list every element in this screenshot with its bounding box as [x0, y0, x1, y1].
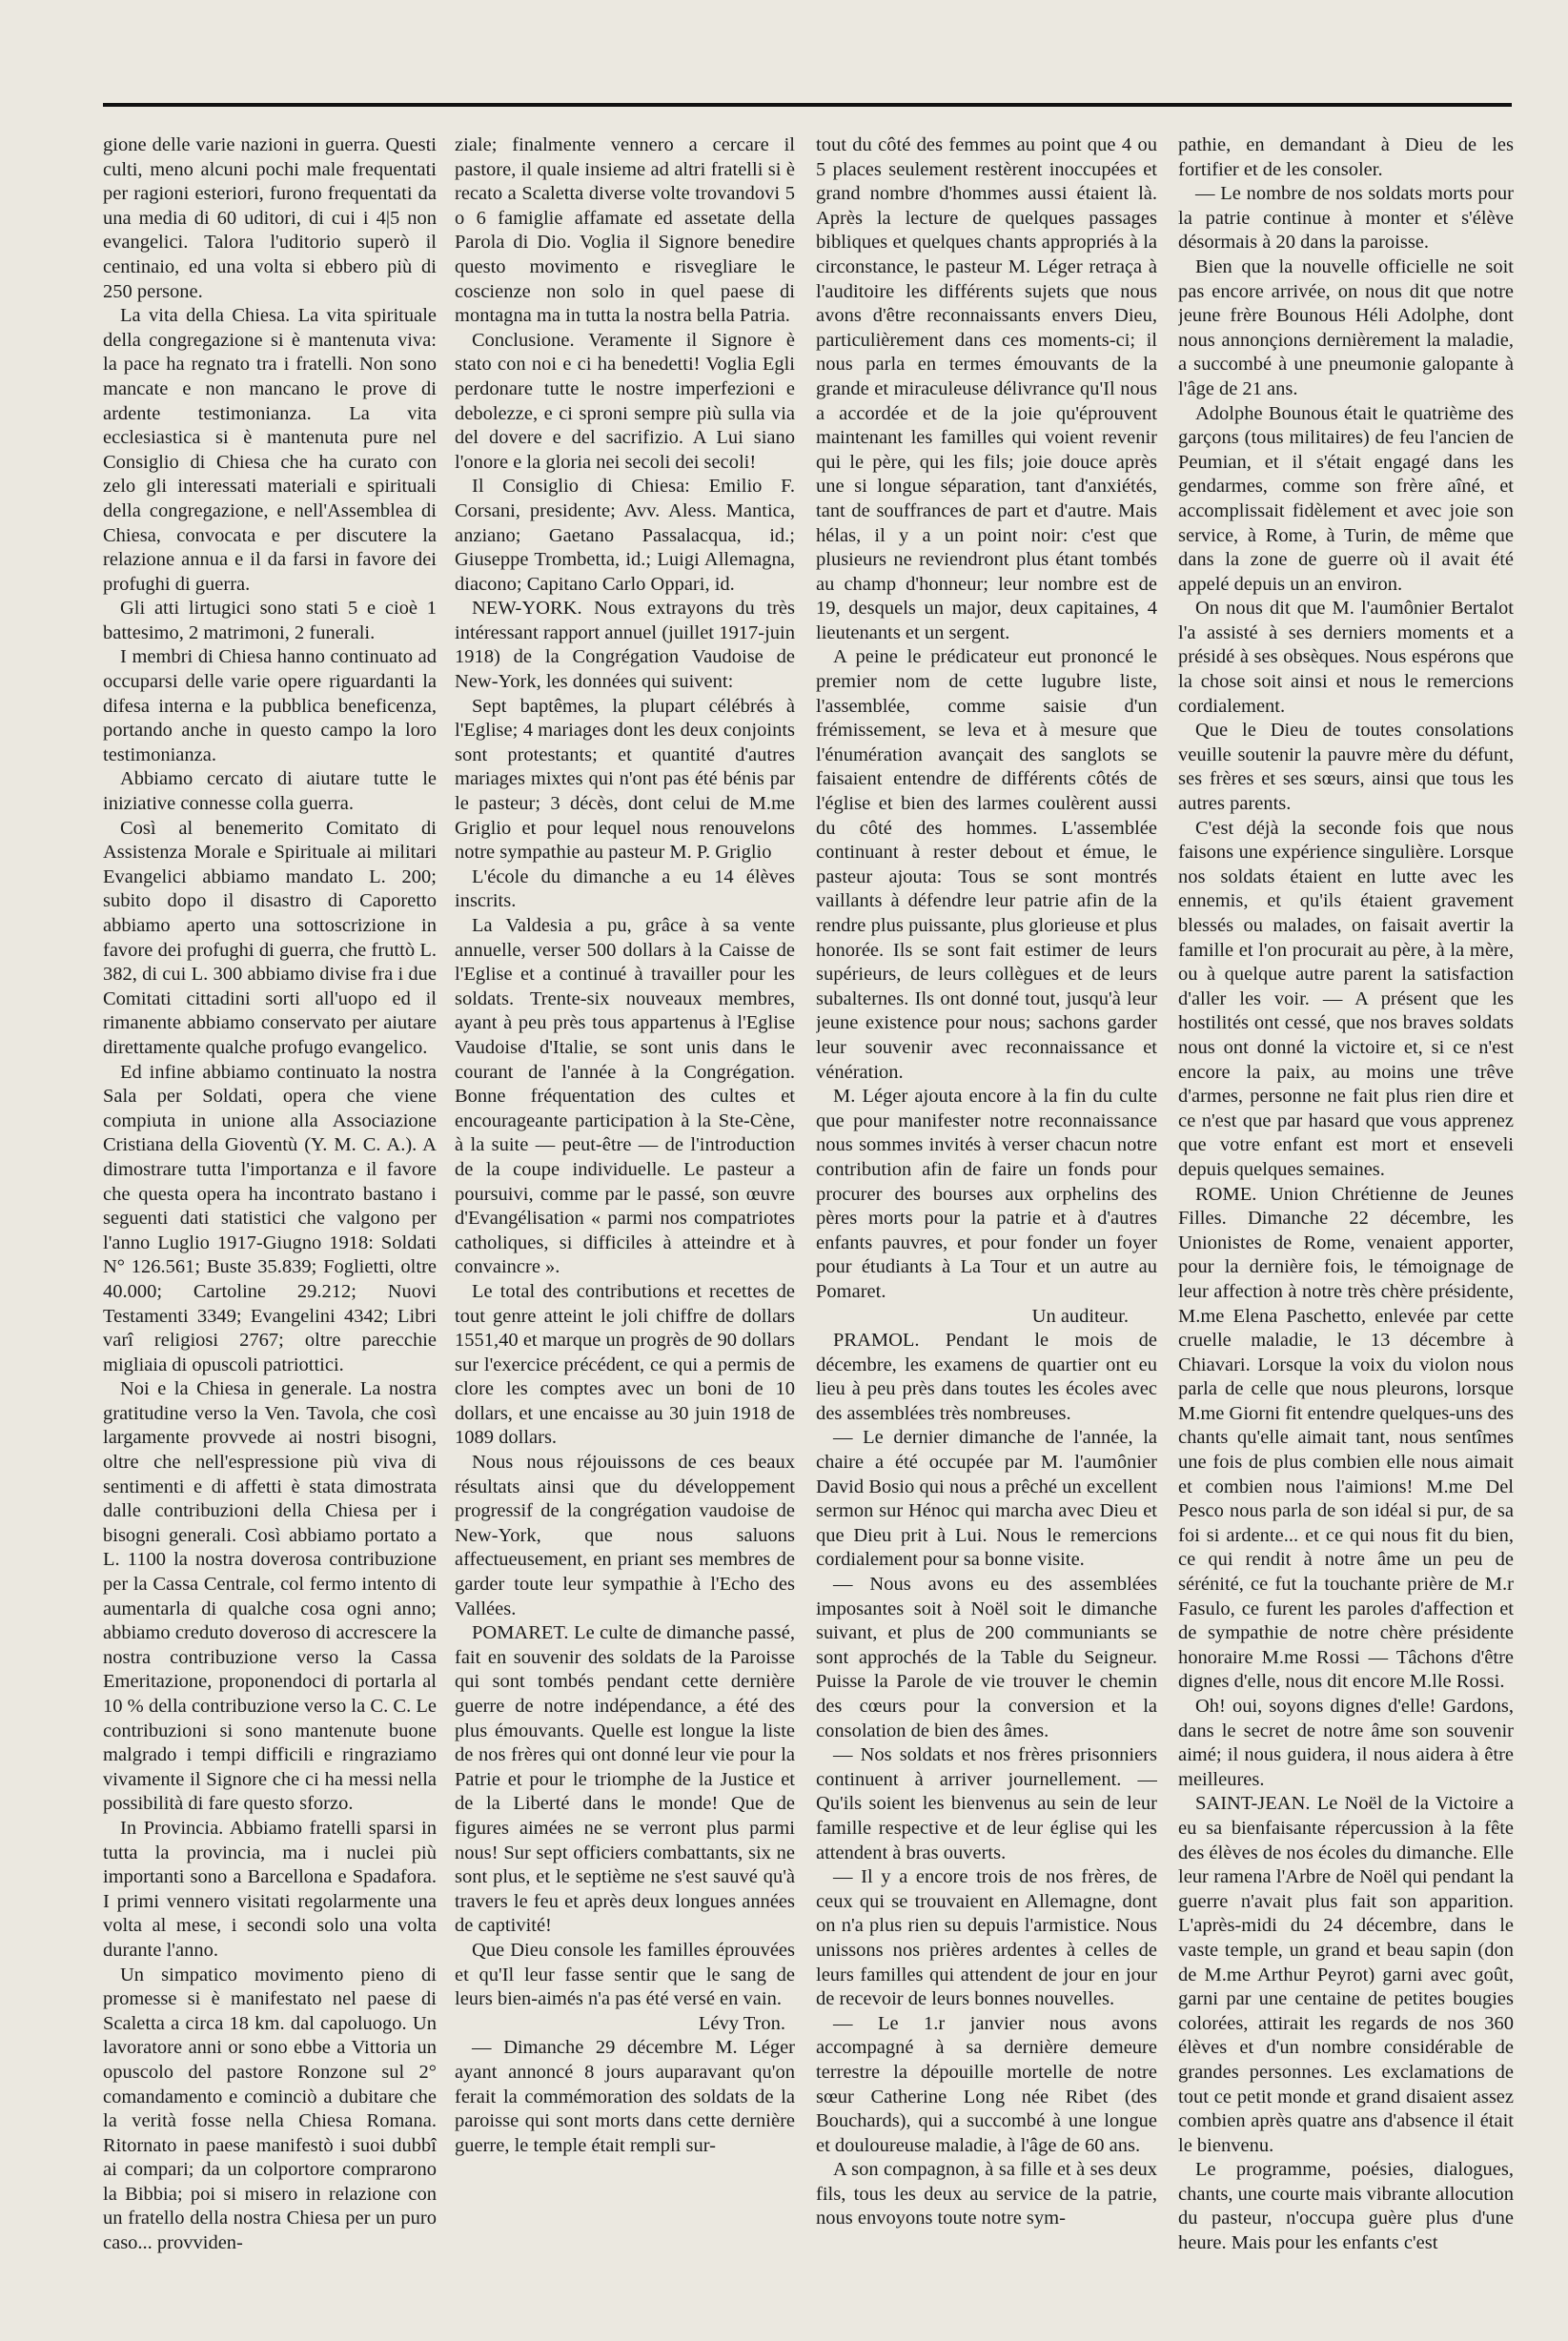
paragraph: Le programme, poésies, dialogues, chants, une courte mais vibrante allocution du pasteur, n'occupa guère plus d'une heure. Mais pour les enfants c'est [1178, 2159, 1514, 2254]
paragraph: Un simpatico movimento pieno di promesse si è manifestato nel paese di Scaletta a circa 18 km. dal capoluogo. Un lavoratore anni or sono ebbe a Vittoria un opuscolo del pastore Ronzone sul 2° comandamento e cominciò a dubitare che la verità fosse nella Chiesa Romana. Ritornato in paese manifestò i suoi dubbî ai compari; da un colportore comprarono la Bibbia; poi si misero in relazione con un fratello della nostra Chiesa per un puro caso... provviden- [103, 1964, 437, 2254]
paragraph: ROME. Union Chrétienne de Jeunes Filles. Dimanche 22 décembre, les Unionistes de Rome, venaient apporter, pour la dernière fois, le témoignage de leur affection à notre très chère présidente, M.me Elena Paschetto, enlevée par cette cruelle maladie, le 13 décembre à Chiavari. Lorsque la voix du violon nous parla de celle que nous pleurons, lorsque M.me Giorni fit entendre quelques-uns des chants qu'elle aimait tant, nous sentîmes une fois de plus combien elle nous aimait et combien nous l'aimions! M.me Del Pesco nous parla de son idéal si pur, de sa foi si ardente... et ce qui nous fit du bien, ce qui rendit à notre âme un peu de sérénité, ce fut la touchante prière de M.r Fasulo, ce furent les paroles d'affection et de sympathie de notre chère présidente honoraire M.me Rossi — Tâchons d'être dignes d'elle, nous dit encore M.lle Rossi. [1178, 1183, 1514, 1693]
paragraph: C'est déjà la seconde fois que nous faisons une expérience singulière. Lorsque nos soldats étaient en lutte avec les ennemis, et qu'ils étaient gravement blessés ou malades, on faisait avertir la famille et l'on procurait au père, à la mère, ou à quelque autre parent la satisfaction d'aller les voir. — A présent que les hostilités ont cessé, que nos braves soldats nous ont donné la victoire et, si ce n'est encore la paix, au moins une trêve d'armes, personne ne fait plus rien dire et ce n'est que par hasard que vous apprenez que votre enfant est mort et enseveli depuis quelques semaines. [1178, 817, 1514, 1180]
paragraph: — Il y a encore trois de nos frères, de ceux qui se trouvaient en Allemagne, dont on n'a plus rien su depuis l'armistice. Nous unissons nos prières ardentes à celles de leurs familles qui attendent de jour en jour de recevoir de leurs bonnes nouvelles. [816, 1866, 1157, 2010]
paragraph: pathie, en demandant à Dieu de les fortifier et de les consoler. [1178, 134, 1514, 180]
paragraph: gione delle varie nazioni in guerra. Questi culti, meno alcuni pochi male frequentati per ragioni esteriori, furono frequentati da una media di 60 uditori, di cui i 4|5 non evangelici. Talora l'uditorio superò il centinaio, ed una volta si ebbero più di 250 persone. [103, 134, 437, 302]
paragraph: — Dimanche 29 décembre M. Léger ayant annoncé 8 jours auparavant qu'on ferait la commémoration des soldats de la paroisse qui sont morts dans cette dernière guerre, le temple était rempli sur- [455, 2037, 795, 2156]
column-1 [103, 133, 437, 2316]
paragraph: Ed infine abbiamo continuato la nostra Sala per Soldati, opera che viene compiuta in unione alla Associazione Cristiana della Gioventù (Y. M. C. A.). A dimostrare tutta l'importanza e il favore che questa opera ha incontrato bastano i seguenti dati statistici che valgono per l'anno Luglio 1917-Giugno 1918: Soldati N° 126.561; Buste 35.839; Foglietti, oltre 40.000; Cartoline 29.212; Nuovi Testamenti 3349; Evangelini 4342; Libri varî religiosi 2767; oltre parecchie migliaia di opuscoli patriottici. [103, 1061, 437, 1375]
paragraph: Abbiamo cercato di aiutare tutte le iniziative connesse colla guerra. [103, 768, 437, 815]
paragraph: I membri di Chiesa hanno continuato ad occuparsi delle varie opere riguardanti la difesa interna e la pubblica beneficenza, portando anche in questo campo la loro testimonianza. [103, 646, 437, 765]
paragraph: Noi e la Chiesa in generale. La nostra gratitudine verso la Ven. Tavola, che così largamente provvede ai nostri bisogni, oltre che nell'espressione più viva di sentimenti e di affetti è stata dimostrata dalle contribuzioni della Chiesa per i bisogni generali. Così abbiamo portato a L. 1100 la nostra doverosa contribuzione per la Cassa Centrale, col fermo intento di aumentarla di qualche cosa ogni anno; abbiamo creduto doveroso di accrescere la nostra contribuzione verso la Cassa Emeritazione, proponendoci di portarla al 10 % della contribuzione verso la C. C. Le contribuzioni si sono mantenute buone malgrado i tempi difficili e ringraziamo vivamente il Signore che ci ha messi nella possibilità di fare questo sforzo. [103, 1378, 437, 1815]
column-4 [1178, 133, 1514, 2316]
paragraph: A son compagnon, à sa fille et à ses deux fils, tous les deux au service de la patrie, nous envoyons toute notre sym- [816, 2159, 1157, 2229]
paragraph: Conclusione. Veramente il Signore è stato con noi e ci ha benedetti! Voglia Egli perdonare tutte le nostre imperfezioni e debolezze, e ci sproni sempre più sulla via del dovere e del sacrifizio. A Lui siano l'onore e la gloria nei secoli dei secoli! [455, 329, 795, 473]
column-3 [816, 133, 1157, 2316]
paragraph: On nous dit que M. l'aumônier Bertalot l'a assisté à ses derniers moments et a présidé à ses obsèques. Nous espérons que la chose soit ainsi et nous le remercions cordialement. [1178, 598, 1514, 717]
paragraph: — Le dernier dimanche de l'année, la chaire a été occupée par M. l'aumônier David Bosio qui nous a prêché un excellent sermon sur Hénoc qui marcha avec Dieu et que Dieu prit à Lui. Nous le remercions cordialement pour sa bonne visite. [816, 1427, 1157, 1571]
paragraph: — Nos soldats et nos frères prisonniers continuent à arriver journellement. — Qu'ils soient les bienvenus au sein de leur famille respective et de leur église qui les attendent à bras ouverts. [816, 1744, 1157, 1863]
paragraph: La Valdesia a pu, grâce à sa vente annuelle, verser 500 dollars à la Caisse de l'Eglise et a continué à travailler pour les soldats. Trente-six nouveaux membres, ayant à peu près tous appartenus à l'Eglise Vaudoise d'Italie, se sont unis dans le courant de l'année à la Congrégation. Bonne fréquentation des cultes et encourageante participation à la Ste-Cène, à la suite — peut-être — de l'introduction de la coupe individuelle. Le pasteur a poursuivi, comme par le passé, son œuvre d'Evangélisation « parmi nos compatriotes catholiques, si difficiles à atteindre et à convaincre ». [455, 915, 795, 1278]
signature: Un auditeur. [1031, 1305, 1129, 1327]
paragraph: NEW-YORK. Nous extrayons du très intéressant rapport annuel (juillet 1917-juin 1918) de la Congrégation Vaudoise de New-York, les données qui suivent: [455, 598, 795, 693]
column-2 [455, 133, 795, 2316]
paragraph: M. Léger ajouta encore à la fin du culte que pour manifester notre reconnaissance nous sommes invités à verser chacun notre contribution afin de faire un fonds pour procurer des bourses aux orphelins des pères morts pour la patrie et à d'autres enfants pauvres, et pour fonder un foyer pour étudiants à La Tour et un autre au Pomaret. [816, 1086, 1157, 1302]
paragraph: SAINT-JEAN. Le Noël de la Victoire a eu sa bienfaisante répercussion à la fête des élèves de nos écoles du dimanche. Elle leur ramena l'Arbre de Noël qui pendant la guerre n'avait plus fait son apparition. L'après-midi du 24 décembre, dans le vaste temple, un grand et beau sapin (don de M.me Arthur Peyrot) garni avec goût, garni par une centaine de petites bougies colorées, attirait les regards de nos 360 élèves et d'un nombre considérable de grandes personnes. Les exclamations de tout ce petit monde et grand disaient assez combien après quatre ans d'absence il était le bienvenu. [1178, 1793, 1514, 2156]
paragraph: Que Dieu console les familles éprouvées et qu'Il leur fasse sentir que le sang de leurs bien-aimés n'a pas été versé en vain. [455, 1939, 795, 2010]
header-rule [103, 103, 1512, 107]
paragraph: Sept baptêmes, la plupart célébrés à l'Eglise; 4 mariages dont les deux conjoints sont protestants; et quantité d'autres mariages mixtes qui n'ont pas été bénis par le pasteur; 3 décès, dont celui de M.me Griglio et pour lequel nous renouvelons notre sympathie au pasteur M. P. Griglio [455, 695, 795, 864]
paragraph: Le total des contributions et recettes de tout genre atteint le joli chiffre de dollars 1551,40 et marque un progrès de 90 dollars sur l'exercice précédent, ce qui a permis de clore les comptes avec un boni de 10 dollars, et une encaisse au 30 juin 1918 de 1089 dollars. [455, 1280, 795, 1449]
paragraph: Così al benemerito Comitato di Assistenza Morale e Spirituale ai militari Evangelici abbiamo mandato L. 200; subito dopo il disastro di Caporetto abbiamo aperto una sottoscrizione in favore dei profughi di guerra, che fruttò L. 382, di cui L. 300 abbiamo divise fra i due Comitati cittadini sorti all'uopo ed il rimanente abbiamo conservato per aiutare direttamente qualche profugo evangelico. [103, 817, 437, 1058]
paragraph: — Nous avons eu des assemblées imposantes soit à Noël soit le dimanche suivant, et plus de 200 communiants se sont approchés de la Table du Seigneur. Puisse la Parole de vie trouver le chemin des cœurs pour la conversion et la consolation de bien des âmes. [816, 1574, 1157, 1741]
paragraph: POMARET. Le culte de dimanche passé, fait en souvenir des soldats de la Paroisse qui sont tombés pendant cette dernière guerre de notre indépendance, a été des plus émouvants. Quelle est longue la liste de nos frères qui ont donné leur vie pour la Patrie et pour le triomphe de la Justice et de la Liberté dans le monde! Que de figures aimées ne se verront plus parmi nous! Sur sept officiers combattants, six ne sont plus, et le septième ne s'est sauvé qu'à travers le feu et après deux longues années de captivité! [455, 1622, 795, 1937]
paragraph: Adolphe Bounous était le quatrième des garçons (tous militaires) de feu l'ancien de Peumian, et il s'était engagé dans les gendarmes, comme son frère aîné, et accomplissait fidèlement et avec joie son service, à Rome, à Turin, de même que dans la zone de guerre où il avait été appelé depuis un an environ. [1178, 402, 1514, 595]
paragraph: — Le 1.r janvier nous avons accompagné à sa dernière demeure terrestre la dépouille mortelle de notre sœur Catherine Long née Ribet (des Bouchards), qui a succombé à une longue et douloureuse maladie, à l'âge de 60 ans. [816, 2012, 1157, 2156]
paragraph: tout du côté des femmes au point que 4 ou 5 places seulement restèrent inoccupées et grand nombre d'hommes aussi étaient là. Après la lecture de quelques passages bibliques et quelques chants appropriés à la circonstance, le pasteur M. Léger retraça à l'auditoire les différents sujets que nous avons d'être reconnaissants envers Dieu, particulièrement dans ces moments-ci; il nous parla en termes émouvants de la grande et miraculeuse délivrance qu'Il nous a accordée et de la joie qu'éprouvent maintenant les familles qui voient revenir qui le père, qui les fils; joie douce après une si longue séparation, tant d'anxiétés, tant de souffrances de part et d'autre. Mais hélas, il y a un point noir: c'est que plusieurs ne reviendront plus étant tombés au champ d'honneur; leur nombre est de 19, desquels un major, deux capitaines, 4 lieutenants et un sergent. [816, 134, 1157, 643]
paragraph: In Provincia. Abbiamo fratelli sparsi in tutta la provincia, ma i nuclei più importanti sono a Barcellona e Spadafora. I primi vennero visitati regolarmente una volta al mese, i secondi solo una volta durante l'anno. [103, 1817, 437, 1961]
paragraph: Gli atti lirtugici sono stati 5 e cioè 1 battesimo, 2 matrimoni, 2 funerali. [103, 598, 437, 643]
paragraph: ziale; finalmente vennero a cercare il pastore, il quale insieme ad altri fratelli si è recato a Scaletta diverse volte trovandovi 5 o 6 famiglie affamate ed assetate della Parola di Dio. Voglia il Signore benedire questo movimento e risvegliare le coscienze non solo in quel paese di montagna ma in tutta la nostra bella Patria. [455, 134, 795, 327]
paragraph: Bien que la nouvelle officielle ne soit pas encore arrivée, on nous dit que notre jeune frère Bounous Héli Adolphe, dont nous annonçions dernièrement la maladie, a succombé à une pneumonie galopante à l'âge de 21 ans. [1178, 255, 1514, 399]
paragraph: Que le Dieu de toutes consolations veuille soutenir la pauvre mère du défunt, ses frères et ses sœurs, ainsi que tous les autres parents. [1178, 720, 1514, 815]
paragraph: Il Consiglio di Chiesa: Emilio F. Corsani, presidente; Avv. Aless. Mantica, anziano; Gaetano Passalacqua, id.; Giuseppe Trombetta, id.; Luigi Allemagna, diacono; Capitano Carlo Oppari, id. [455, 476, 795, 595]
paragraph: A peine le prédicateur eut prononcé le premier nom de cette lugubre liste, l'assemblée, comme saisie d'un frémissement, se leva et à mesure que l'énumération avançait des sanglots se faisaient entendre de différents côtés de l'église et bien des larmes coulèrent aussi du côté des hommes. L'assemblée continuant à rester debout et émue, le pasteur ajouta: Tous se sont montrés vaillants à défendre leur patrie afin de la rendre plus puissante, plus glorieuse et plus honorée. Ils se sont fait estimer de leurs supérieurs, de leurs collègues et de leurs subalternes. Ils ont donné tout, jusqu'à leur jeune existence pour nous; sachons garder leur souvenir avec reconnaissance et vénération. [816, 646, 1157, 1083]
paragraph: La vita della Chiesa. La vita spirituale della congregazione si è mantenuta viva: la pace ha regnato tra i fratelli. Non sono mancate e non mancano le prove di ardente testimonianza. La vita ecclesiastica si è mantenuta pure nel Consiglio di Chiesa che ha curato con zelo gli interessati materiali e spirituali della congregazione, e nell'Assemblea di Chiesa, convocata e per discutere la relazione annua e il da farsi in favore dei profughi di guerra. [103, 305, 437, 595]
paragraph: L'école du dimanche a eu 14 élèves inscrits. [455, 865, 795, 912]
signature: Lévy Tron. [698, 2012, 785, 2034]
paragraph: Oh! oui, soyons dignes d'elle! Gardons, dans le secret de notre âme son souvenir aimé; il nous guidera, il nous aidera à être meilleures. [1178, 1696, 1514, 1790]
paragraph: PRAMOL. Pendant le mois de décembre, les examens de quartier ont eu lieu à peu près dans toutes les écoles avec des assemblées très nombreuses. [816, 1330, 1157, 1424]
paragraph: — Le nombre de nos soldats morts pour la patrie continue à monter et s'élève désormais à 20 dans la paroisse. [1178, 183, 1514, 254]
paragraph: Nous nous réjouissons de ces beaux résultats ainsi que du développement progressif de la congrégation vaudoise de New-York, que nous saluons affectueusement, en priant ses membres de garder toute leur sympathie à l'Echo des Vallées. [455, 1452, 795, 1619]
